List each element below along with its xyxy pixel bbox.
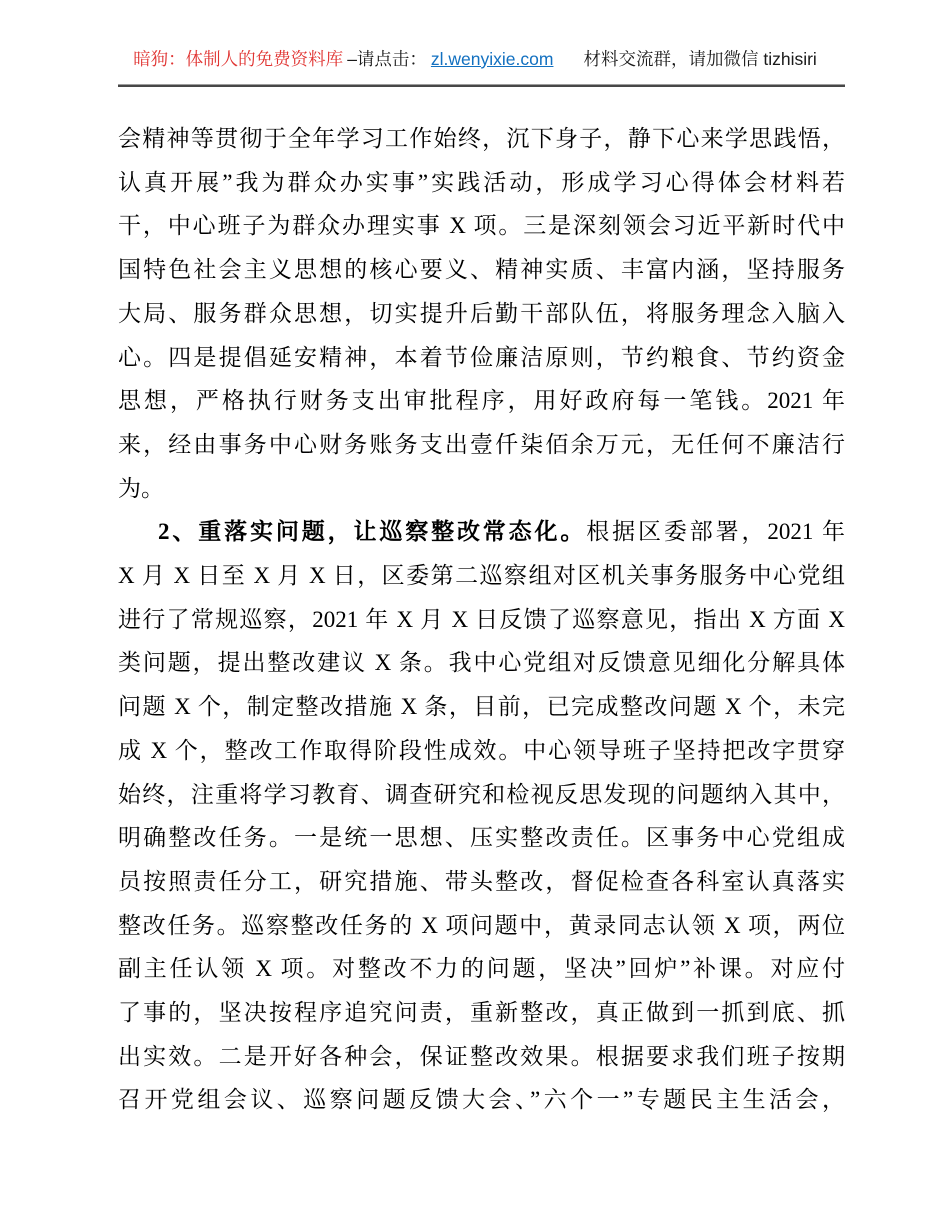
promo-brand-text: 暗狗：体制人的免费资料库	[133, 49, 344, 69]
paragraph-line: 干，中心班子为群众办理实事 X 项。三是深刻领会习近平新时代中	[118, 213, 845, 239]
paragraph-line: 了事的，坚决按程序追究问责，重新整改，真正做到一抓到底、抓	[118, 1000, 845, 1026]
paragraph-line: 来，经由事务中心财务账务支出壹仟柒佰余万元，无任何不廉洁行	[118, 431, 845, 457]
paragraph-line: 国特色社会主义思想的核心要义、精神实质、丰富内涵，坚持服务	[118, 257, 845, 283]
paragraph-line: 出实效。二是开好各种会，保证整改效果。根据要求我们班子按期	[118, 1043, 845, 1069]
paragraph-line	[118, 510, 845, 554]
paragraph-line: 思想，严格执行财务支出审批程序，用好政府每一笔钱。2021 年	[118, 388, 845, 414]
paragraph-line: X 月 X 日至 X 月 X 日，区委第二巡察组对区机关事务服务中心党组	[118, 563, 845, 589]
paragraph-line: 类问题，提出整改建议 X 条。我中心党组对反馈意见细化分解具体	[118, 650, 845, 676]
paragraph-line: 员按照责任分工，研究措施、带头整改，督促检查各科室认真落实	[118, 868, 845, 894]
paragraph-line: 明确整改任务。一是统一思想、压实整改责任。区事务中心党组成	[118, 825, 845, 851]
document-body	[118, 117, 845, 1122]
paragraph-line: 成 X 个，整改工作取得阶段性成效。中心领导班子坚持把改字贯穿	[118, 737, 845, 763]
header-divider	[118, 84, 845, 87]
promo-click-prompt: –请点击：	[347, 49, 427, 69]
paragraph-line: 心。四是提倡延安精神，本着节俭廉洁原则，节约粮食、节约资金	[118, 344, 845, 370]
paragraph-lead-bold: 2、重落实问题，让巡察整改常态化。	[158, 519, 587, 545]
paragraph-line: 整改任务。巡察整改任务的 X 项问题中，黄录同志认领 X 项，两位	[118, 912, 845, 938]
promo-website-link[interactable]: zl.wenyixie.com	[430, 49, 554, 69]
promo-wechat-note: 材料交流群，请加微信 tizhisiri	[583, 49, 817, 69]
paragraph-line: 问题 X 个，制定整改措施 X 条，目前，已完成整改问题 X 个，未完	[118, 694, 845, 720]
paragraph-line: 始终，注重将学习教育、调查研究和检视反思发现的问题纳入其中，	[118, 781, 845, 807]
paragraph-line: 副主任认领 X 项。对整改不力的问题，坚决”回炉”补课。对应付	[118, 956, 845, 982]
paragraph-line: 大局、服务群众思想，切实提升后勤干部队伍，将服务理念入脑入	[118, 300, 845, 326]
paragraph-line: 会精神等贯彻于全年学习工作始终，沉下身子，静下心来学思践悟，	[118, 126, 845, 151]
paragraph-line: 为。	[118, 475, 164, 501]
paragraph-line: 召开党组会议、巡察问题反馈大会、”六个一”专题民主生活会，	[118, 1087, 845, 1113]
promo-header	[0, 46, 950, 72]
paragraph-line: 认真开展”我为群众办实事”实践活动，形成学习心得体会材料若	[118, 169, 845, 195]
paragraph-line: 进行了常规巡察，2021 年 X 月 X 日反馈了巡察意见，指出 X 方面 X	[118, 606, 845, 632]
paragraph-lead-rest: 根据区委部署，2021 年	[586, 519, 846, 545]
